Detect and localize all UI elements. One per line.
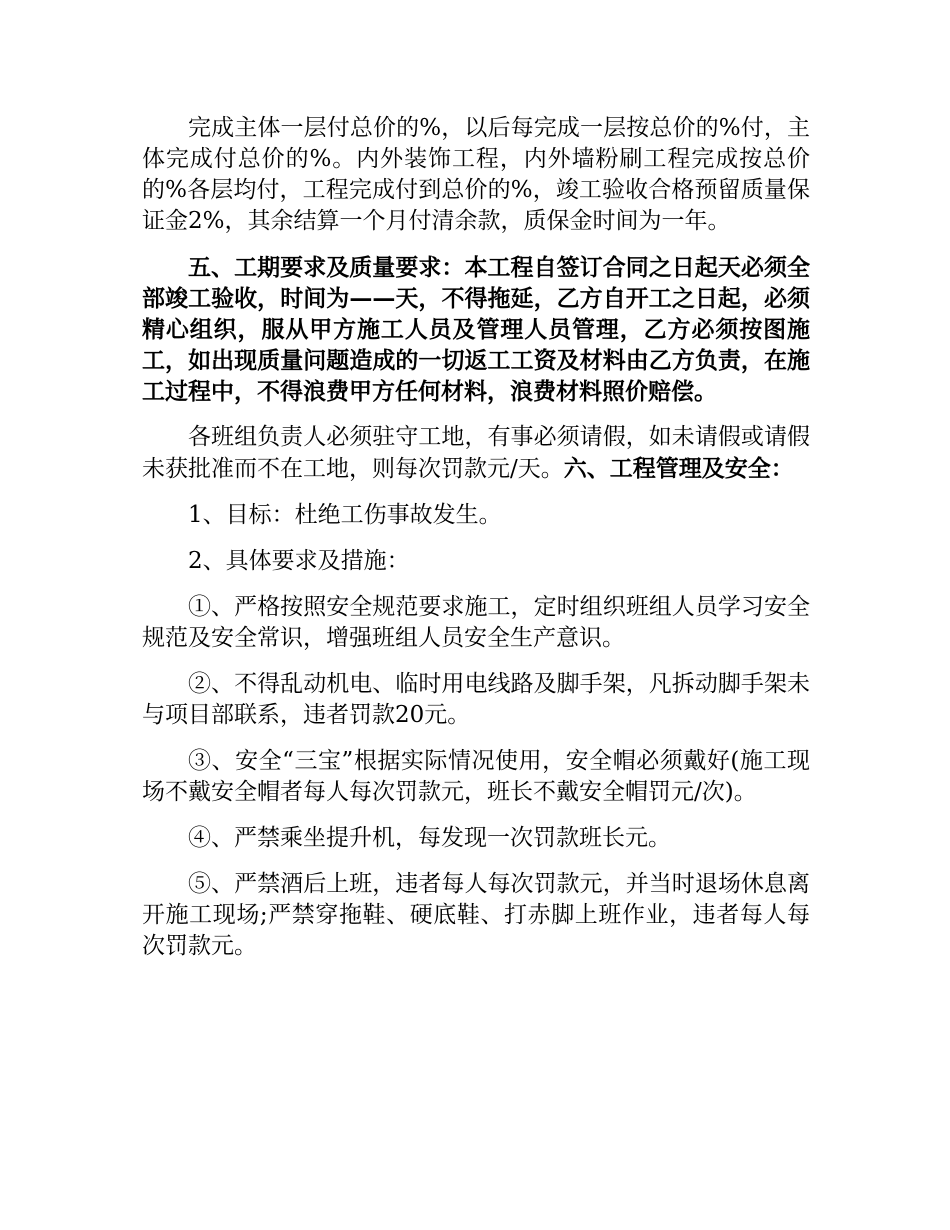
list-item-1 [142, 592, 810, 654]
paragraph-text: 完成主体一层付总价的%，以后每完成一层按总价的%付，主体完成付总价的%。内外装饰工程，内外墙粉刷工程完成按总价的%各层均付，工程完成付到总价的%，竣工验收合格预留质量保证金2%，其余结算一个月付清余款，质保金时间为一年。 [142, 115, 810, 234]
section-six-heading: 六、工程管理及安全： [563, 455, 794, 482]
paragraph-text: 2、具体要求及措施： [188, 548, 410, 574]
paragraph-text: ③、安全“三宝”根据实际情况使用，安全帽必须戴好(施工现场不戴安全帽者每人每次罚款元，班长不戴安全帽罚元/次)。 [142, 748, 810, 805]
list-item-4 [142, 823, 810, 854]
list-item-2 [142, 669, 810, 731]
paragraph-text: ⑤、严禁酒后上班，违者每人每次罚款元，并当时退场休息离开施工现场;严禁穿拖鞋、硬底鞋、打赤脚上班作业，违者每人每次罚款元。 [142, 871, 810, 959]
paragraph-goal [142, 500, 810, 531]
document-body [142, 113, 810, 977]
paragraph-text: 1、目标：杜绝工伤事故发生。 [188, 502, 502, 528]
paragraph-text: ②、不得乱动机电、临时用电线路及脚手架，凡拆动脚手架未与项目部联系，违者罚款20元。 [142, 671, 810, 728]
paragraph-text: ④、严禁乘坐提升机，每发现一次罚款班长元。 [188, 825, 671, 851]
paragraph-measures-heading [142, 546, 810, 577]
paragraph-payment-terms [142, 113, 810, 237]
paragraph-text: ①、严格按照安全规范要求施工，定时组织班组人员学习安全规范及安全常识，增强班组人员安全生产意识。 [142, 594, 810, 651]
paragraph-text: 各班组负责人必须驻守工地，有事必须请假，如未请假或请假未获批准而不在工地，则每次罚款元/天。 [142, 424, 810, 482]
paragraph-schedule-quality [142, 252, 810, 407]
list-item-5 [142, 869, 810, 962]
list-item-3 [142, 746, 810, 808]
paragraph-team-leader [142, 422, 810, 485]
section-five-text: 五、工期要求及质量要求：本工程自签订合同之日起天必须全部竣工验收，时间为——天，不得拖延，乙方自开工之日起，必须精心组织，服从甲方施工人员及管理人员管理，乙方必须按图施工，如出现质量问题造成的一切返工工资及材料由乙方负责，在施工过程中，不得浪费甲方任何材料，浪费材料照价赔偿。 [142, 254, 810, 405]
